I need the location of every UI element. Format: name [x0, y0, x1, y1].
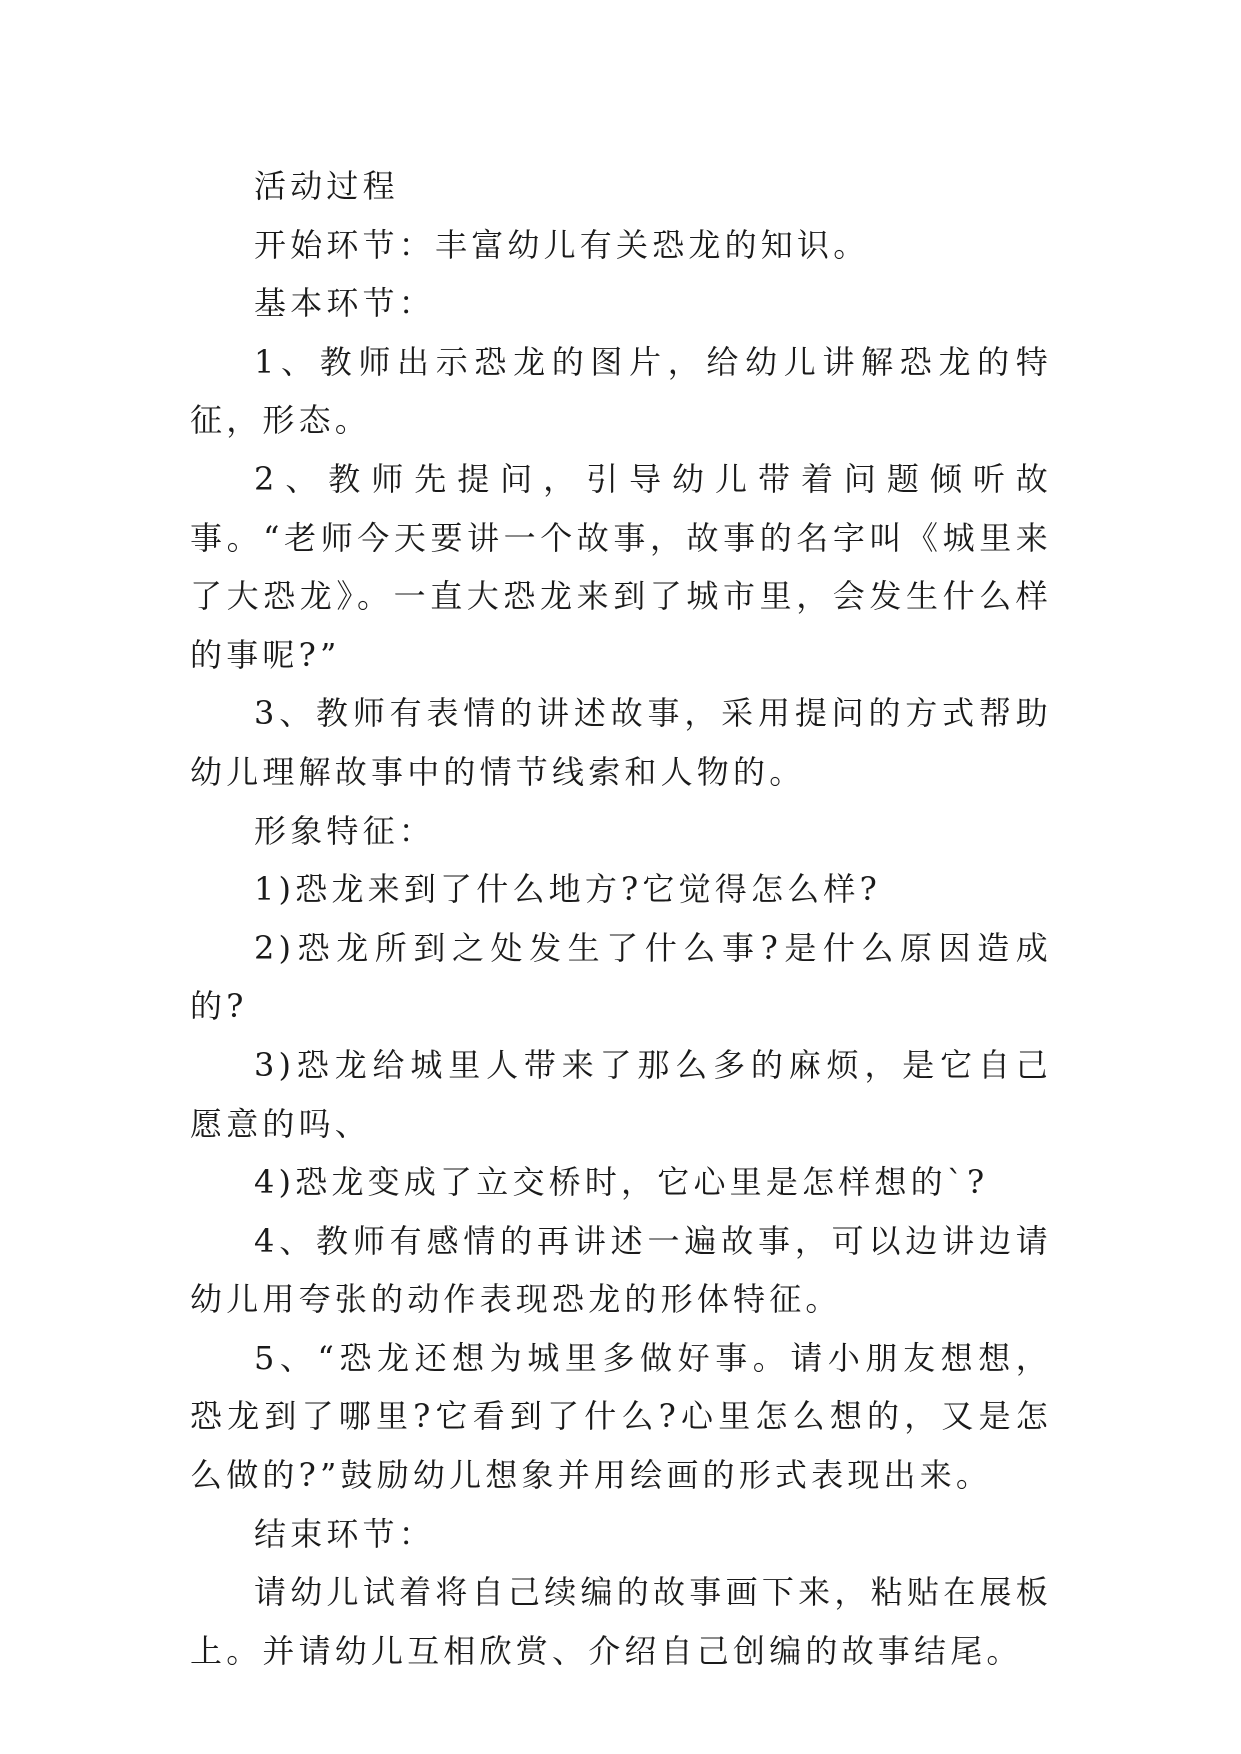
paragraph-step-3: 3、教师有表情的讲述故事，采用提问的方式帮助幼儿理解故事中的情节线索和人物的。 — [190, 694, 1052, 791]
heading-activity-process: 活动过程 — [254, 167, 399, 205]
question-1: 1)恐龙来到了什么地方?它觉得怎么样? — [254, 870, 881, 909]
heading-basic-stage: 基本环节： — [254, 284, 436, 323]
paragraph-ending: 请幼儿试着将自己续编的故事画下来，粘贴在展板上。并请幼儿互相欣赏、介绍自己创编的故事结尾。 — [190, 1573, 1052, 1670]
question-3: 3)恐龙给城里人带来了那么多的麻烦，是它自己愿意的吗、 — [190, 1045, 1052, 1143]
heading-image-features: 形象特征： — [254, 811, 436, 850]
question-2: 2)恐龙所到之处发生了什么事?是什么原因造成的? — [190, 928, 1052, 1026]
paragraph-opening-stage: 开始环节：丰富幼儿有关恐龙的知识。 — [254, 225, 870, 264]
paragraph-step-1: 1、教师出示恐龙的图片，给幼儿讲解恐龙的特征，形态。 — [190, 342, 1052, 440]
heading-ending-stage: 结束环节： — [254, 1514, 436, 1553]
document-body — [190, 157, 1052, 1680]
paragraph-step-2: 2、教师先提问，引导幼儿带着问题倾听故事。“老师今天要讲一个故事，故事的名字叫《城里来了大恐龙》。一直大恐龙来到了城市里，会发生什么样的事呢?” — [190, 459, 1052, 674]
paragraph-step-5: 5、“恐龙还想为城里多做好事。请小朋友想想，恐龙到了哪里?它看到了什么?心里怎么想的，又是怎么做的?”鼓励幼儿想象并用绘画的形式表现出来。 — [190, 1338, 1052, 1495]
question-4: 4)恐龙变成了立交桥时，它心里是怎样想的`? — [254, 1163, 989, 1202]
paragraph-step-4: 4、教师有感情的再讲述一遍故事，可以边讲边请幼儿用夸张的动作表现恐龙的形体特征。 — [190, 1221, 1052, 1319]
